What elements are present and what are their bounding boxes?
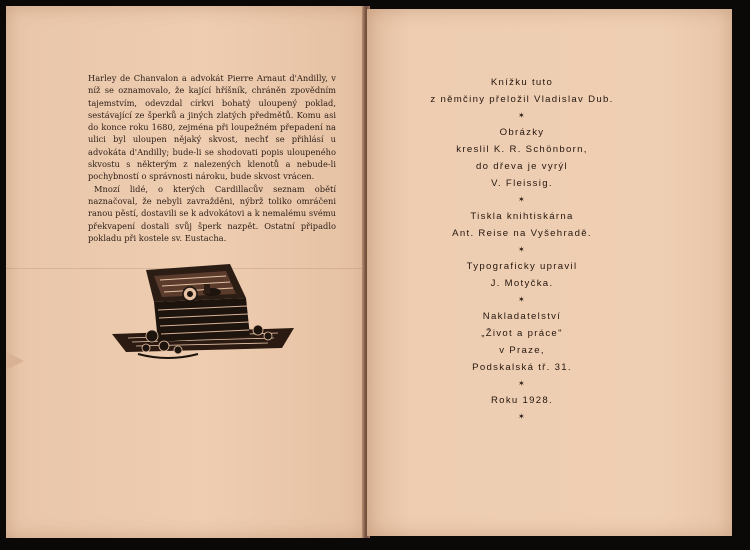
colophon-line: v Praze, <box>499 345 545 356</box>
asterisk-divider: ✶ <box>517 412 526 421</box>
left-page-text <box>88 72 336 244</box>
story-paragraph: Harley de Chanvalon a advokát Pierre Arnaut d'Andilly, v níž se oznamovalo, že kající hříšník, chráněn zpovědním tajemstvím, odevzdal církvi bohatý uloupený poklad, sestávající ze šperků a jiných zlatých předmětů. Komu asi do konce roku 1680, zejména při loupežném přepadení na ulici byl uloupen nějaký skvost, nechť se přihlásí u advokáta d'Andilly; bude-li se shodovati popis uloupeného skvostu s některým z nalezených klenotů a nebude-li pochybností o správnosti nároku, bude skvost vrácen. <box>88 73 336 182</box>
colophon-line: Knížku tuto <box>490 77 554 88</box>
colophon-line: Obrázky <box>499 127 545 138</box>
asterisk-divider: ✶ <box>517 295 526 304</box>
page-tear <box>6 352 24 370</box>
colophon-line: V. Fleissig. <box>491 178 553 189</box>
asterisk-divider: ✶ <box>517 379 526 388</box>
colophon-line: z němčiny přeložil Vladislav Dub. <box>430 94 614 105</box>
asterisk-divider: ✶ <box>517 111 526 120</box>
asterisk-divider: ✶ <box>517 245 526 254</box>
colophon-line: do dřeva je vyrýl <box>476 161 568 172</box>
treasure-chest-engraving <box>108 258 298 368</box>
colophon-line: Tiskla knihtiskárna <box>470 211 574 222</box>
colophon-line: Roku 1928. <box>490 395 554 406</box>
colophon <box>400 74 644 425</box>
colophon-line: „Život a práce" <box>481 328 563 339</box>
colophon-line: Typograficky upravil <box>466 261 578 272</box>
colophon-line: kreslil K. R. Schönborn, <box>456 144 588 155</box>
colophon-line: J. Motyčka. <box>490 278 554 289</box>
colophon-line: Ant. Reise na Vyšehradě. <box>452 228 592 239</box>
colophon-line: Podskalská tř. 31. <box>472 362 572 373</box>
story-paragraph: Mnozí lidé, o kterých Cardillacův seznam obětí naznačoval, že nebyli zavražděni, nýbrž toliko omráčeni ranou pěstí, dostavili se k advokátovi a k nemalému svému překvapení dostali svůj šperk nazpět. Ostatní připadlo pokladu při kostele sv. Eustacha. <box>88 183 336 243</box>
asterisk-divider: ✶ <box>517 195 526 204</box>
colophon-line: Nakladatelství <box>482 311 562 322</box>
